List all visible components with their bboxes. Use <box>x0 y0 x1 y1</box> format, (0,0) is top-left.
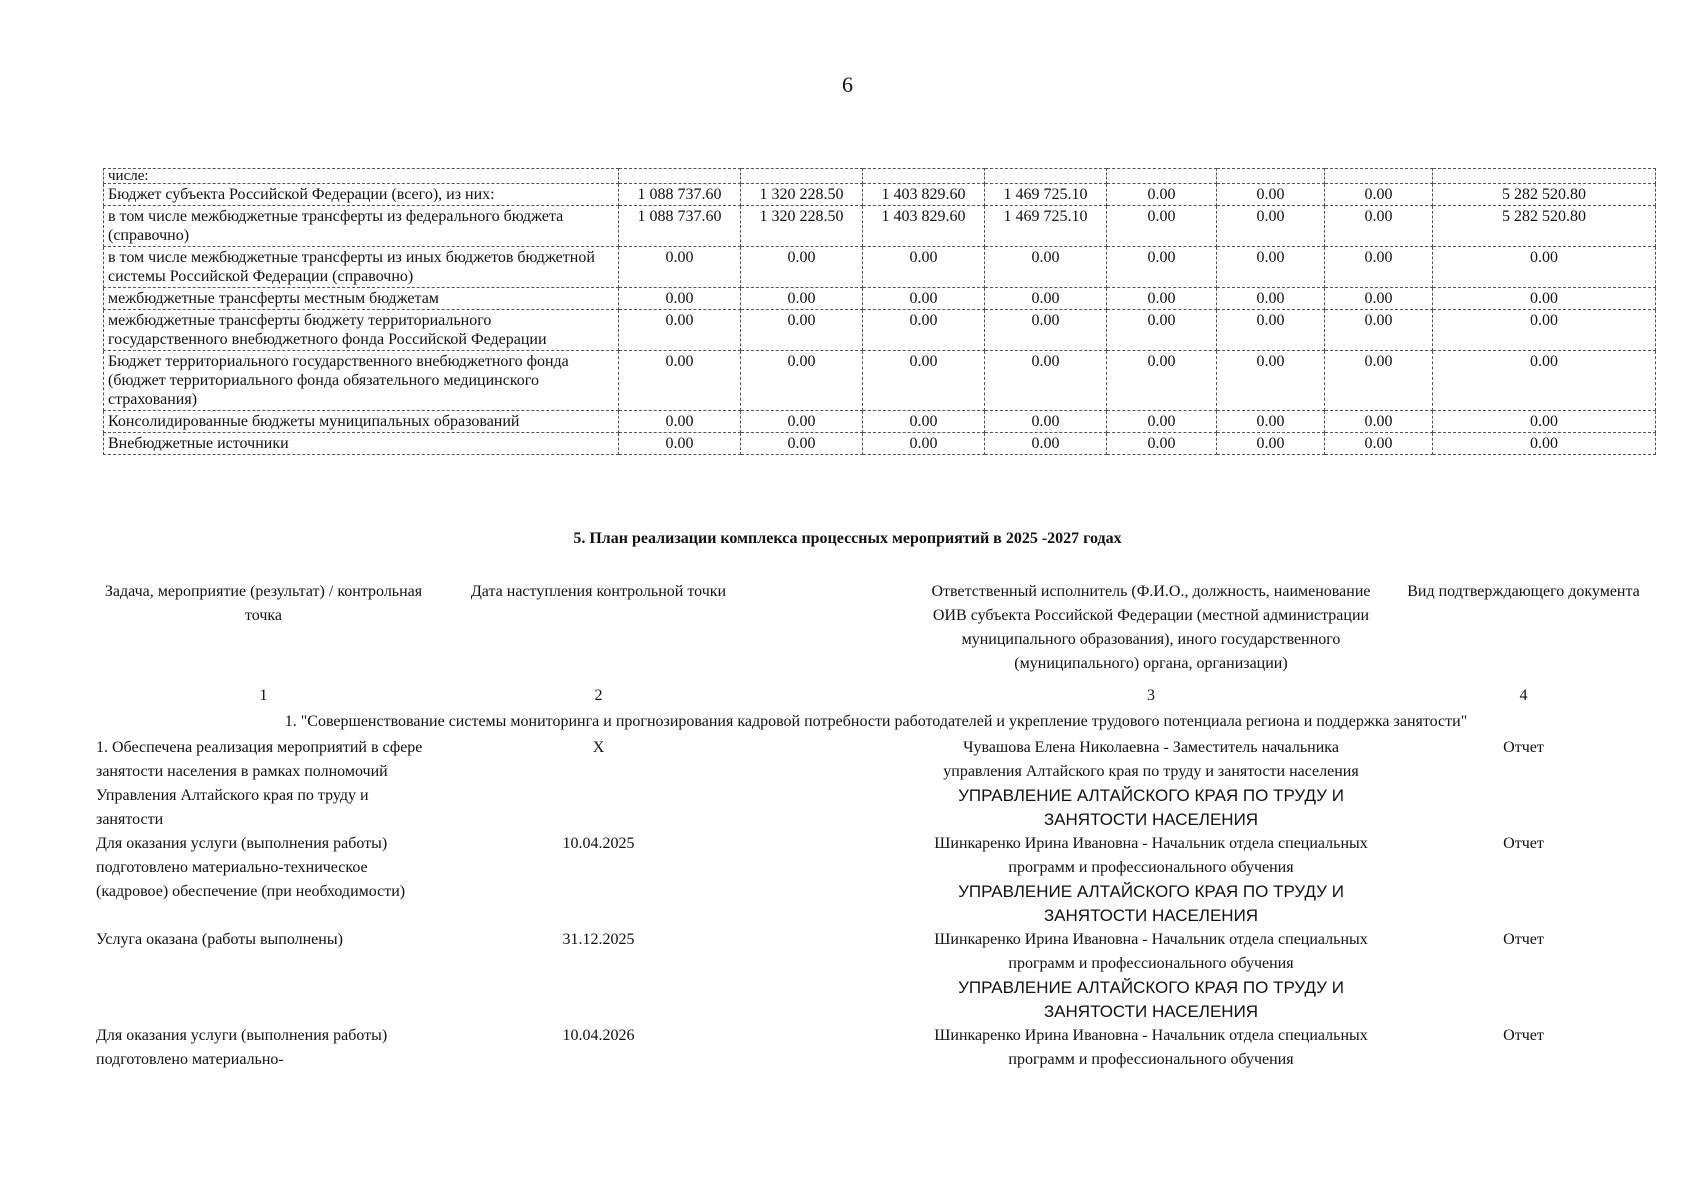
finance-value: 0.00 <box>863 310 985 351</box>
finance-value: 0.00 <box>1325 411 1433 433</box>
plan-task: Для оказания услуги (выполнения работы) подготовлено материально- <box>96 1027 388 1068</box>
plan-executor: Шинкаренко Ирина Ивановна - Начальник отдела специальных программ и профессионального обучения <box>934 835 1368 876</box>
finance-value: 0.00 <box>1433 288 1656 310</box>
finance-value: 0.00 <box>741 433 863 455</box>
finance-value: 0.00 <box>1107 351 1217 411</box>
finance-value: 0.00 <box>985 411 1107 433</box>
page-number: 6 <box>842 72 853 97</box>
plan-header-row <box>96 580 1656 676</box>
plan-executor-cell <box>931 736 1371 832</box>
finance-row <box>104 288 1656 310</box>
finance-table <box>103 168 1656 455</box>
finance-value: 0.00 <box>1217 351 1325 411</box>
plan-task: 1. Обеспечена реализация мероприятий в сфере занятости населения в рамках полномочий Управления Алтайского края по труду и занятости <box>96 739 423 828</box>
finance-value: 0.00 <box>1107 206 1217 247</box>
finance-row <box>104 169 1656 184</box>
plan-row <box>96 736 1656 832</box>
plan-table <box>96 580 1656 1120</box>
plan-task: Услуга оказана (работы выполнены) <box>96 931 343 948</box>
finance-row-label: в том числе межбюджетные трансферты из федерального бюджета (справочно) <box>104 206 619 247</box>
header-task: Задача, мероприятие (результат) / контрольная точка <box>104 583 423 624</box>
finance-value: 0.00 <box>619 411 741 433</box>
task-title: 1. "Совершенствование системы мониторинга и прогнозирования кадровой потребности работодателей и укрепление трудового потенциала региона и поддержка занятости" <box>284 713 1468 730</box>
finance-value: 0.00 <box>1325 247 1433 288</box>
finance-row <box>104 184 1656 206</box>
section-title: 5. План реализации комплекса процессных мероприятий в 2025 -2027 годах <box>573 530 1122 547</box>
finance-value: 0.00 <box>985 310 1107 351</box>
finance-row-label: числе: <box>104 169 619 184</box>
finance-value: 0.00 <box>741 247 863 288</box>
plan-document: Отчет <box>1503 835 1544 852</box>
plan-date: X <box>592 739 605 756</box>
finance-row <box>104 351 1656 411</box>
plan-document: Отчет <box>1503 1027 1544 1044</box>
plan-executor-cell <box>931 928 1371 1024</box>
finance-value: 0.00 <box>1433 411 1656 433</box>
finance-value <box>1107 169 1217 184</box>
finance-row-label: Консолидированные бюджеты муниципальных образований <box>104 411 619 433</box>
finance-value: 0.00 <box>1107 411 1217 433</box>
finance-value: 0.00 <box>1433 310 1656 351</box>
finance-row-label: Внебюджетные источники <box>104 433 619 455</box>
finance-value: 0.00 <box>619 310 741 351</box>
finance-value: 0.00 <box>1325 206 1433 247</box>
finance-value: 0.00 <box>619 433 741 455</box>
finance-value: 0.00 <box>1107 433 1217 455</box>
finance-value: 0.00 <box>1217 411 1325 433</box>
finance-value: 0.00 <box>1433 247 1656 288</box>
finance-value: 0.00 <box>1217 206 1325 247</box>
finance-value: 0.00 <box>741 288 863 310</box>
plan-executor: Чувашова Елена Николаевна - Заместитель начальника управления Алтайского края по труду и занятости населения <box>943 739 1359 780</box>
column-number: 4 <box>1519 687 1528 704</box>
column-number: 3 <box>1147 687 1155 704</box>
finance-value: 1 469 725.10 <box>985 206 1107 247</box>
finance-value: 0.00 <box>1107 288 1217 310</box>
finance-value: 1 320 228.50 <box>741 206 863 247</box>
finance-value: 0.00 <box>863 433 985 455</box>
finance-value: 0.00 <box>1325 288 1433 310</box>
finance-value: 1 320 228.50 <box>741 184 863 206</box>
plan-column-numbers <box>96 684 1656 708</box>
finance-value: 5 282 520.80 <box>1433 184 1656 206</box>
finance-row-label: Бюджет субъекта Российской Федерации (всего), из них: <box>104 184 619 206</box>
plan-document: Отчет <box>1503 931 1544 948</box>
header-executor: Ответственный исполнитель (Ф.И.О., должность, наименование ОИВ субъекта Российской Федерации (местной администрации муниципального образования), иного государственного (муниципального) органа, организации) <box>931 583 1371 672</box>
finance-value <box>1325 169 1433 184</box>
finance-value: 0.00 <box>863 288 985 310</box>
finance-value: 0.00 <box>1107 184 1217 206</box>
finance-value: 0.00 <box>619 247 741 288</box>
plan-organization: УПРАВЛЕНИЕ АЛТАЙСКОГО КРАЯ ПО ТРУДУ И ЗАНЯТОСТИ НАСЕЛЕНИЯ <box>958 882 1344 925</box>
finance-value: 0.00 <box>985 288 1107 310</box>
plan-executor-cell <box>931 1024 1371 1120</box>
finance-row <box>104 433 1656 455</box>
finance-value: 0.00 <box>1325 433 1433 455</box>
finance-value <box>741 169 863 184</box>
finance-value: 0.00 <box>1107 247 1217 288</box>
finance-value: 0.00 <box>1433 351 1656 411</box>
plan-document: Отчет <box>1503 739 1544 756</box>
finance-value: 0.00 <box>985 433 1107 455</box>
finance-value: 1 403 829.60 <box>863 184 985 206</box>
finance-value: 0.00 <box>863 247 985 288</box>
finance-value <box>985 169 1107 184</box>
finance-value: 0.00 <box>1325 184 1433 206</box>
finance-value: 0.00 <box>619 351 741 411</box>
column-number: 1 <box>259 687 268 704</box>
finance-value: 0.00 <box>619 288 741 310</box>
finance-value: 0.00 <box>1325 310 1433 351</box>
finance-row-label: межбюджетные трансферты бюджету территориального государственного внебюджетного фонда Российской Федерации <box>104 310 619 351</box>
finance-value: 0.00 <box>863 411 985 433</box>
plan-date: 10.04.2025 <box>562 835 635 852</box>
finance-value: 1 088 737.60 <box>619 184 741 206</box>
plan-row <box>96 1024 1656 1120</box>
header-date: Дата наступления контрольной точки <box>470 583 727 600</box>
plan-row <box>96 928 1656 1024</box>
finance-value <box>863 169 985 184</box>
column-number: 2 <box>594 687 603 704</box>
finance-value: 0.00 <box>1217 184 1325 206</box>
finance-row-label: Бюджет территориального государственного внебюджетного фонда (бюджет территориального фонда обязательного медицинского страхования) <box>104 351 619 411</box>
finance-value: 0.00 <box>985 247 1107 288</box>
plan-date: 31.12.2025 <box>562 931 635 948</box>
finance-row <box>104 310 1656 351</box>
finance-row-label: в том числе межбюджетные трансферты из иных бюджетов бюджетной системы Российской Федерации (справочно) <box>104 247 619 288</box>
finance-row <box>104 206 1656 247</box>
plan-executor-cell <box>931 832 1371 928</box>
header-document: Вид подтверждающего документа <box>1407 583 1640 600</box>
finance-value: 0.00 <box>1217 247 1325 288</box>
finance-value: 1 088 737.60 <box>619 206 741 247</box>
finance-value: 0.00 <box>741 310 863 351</box>
plan-organization: УПРАВЛЕНИЕ АЛТАЙСКОГО КРАЯ ПО ТРУДУ И ЗАНЯТОСТИ НАСЕЛЕНИЯ <box>958 786 1344 829</box>
finance-value: 0.00 <box>1107 310 1217 351</box>
finance-value: 0.00 <box>1433 433 1656 455</box>
plan-executor: Шинкаренко Ирина Ивановна - Начальник отдела специальных программ и профессионального обучения <box>934 931 1368 972</box>
finance-value <box>619 169 741 184</box>
plan-executor: Шинкаренко Ирина Ивановна - Начальник отдела специальных программ и профессионального обучения <box>934 1027 1368 1068</box>
finance-row-label: межбюджетные трансферты местным бюджетам <box>104 288 619 310</box>
plan-row <box>96 832 1656 928</box>
plan-date: 10.04.2026 <box>562 1027 635 1044</box>
plan-task: Для оказания услуги (выполнения работы) подготовлено материально-техническое (кадровое) обеспечение (при необходимости) <box>96 835 406 900</box>
finance-value: 0.00 <box>1325 351 1433 411</box>
finance-value: 0.00 <box>741 351 863 411</box>
finance-value: 1 403 829.60 <box>863 206 985 247</box>
finance-value <box>1217 169 1325 184</box>
finance-value: 0.00 <box>985 351 1107 411</box>
finance-value <box>1433 169 1656 184</box>
finance-value: 0.00 <box>1217 433 1325 455</box>
finance-value: 0.00 <box>1217 288 1325 310</box>
finance-value: 1 469 725.10 <box>985 184 1107 206</box>
finance-value: 0.00 <box>1217 310 1325 351</box>
finance-value: 5 282 520.80 <box>1433 206 1656 247</box>
finance-value: 0.00 <box>863 351 985 411</box>
finance-value: 0.00 <box>741 411 863 433</box>
finance-row <box>104 411 1656 433</box>
plan-organization: УПРАВЛЕНИЕ АЛТАЙСКОГО КРАЯ ПО ТРУДУ И ЗАНЯТОСТИ НАСЕЛЕНИЯ <box>958 978 1344 1021</box>
finance-row <box>104 247 1656 288</box>
